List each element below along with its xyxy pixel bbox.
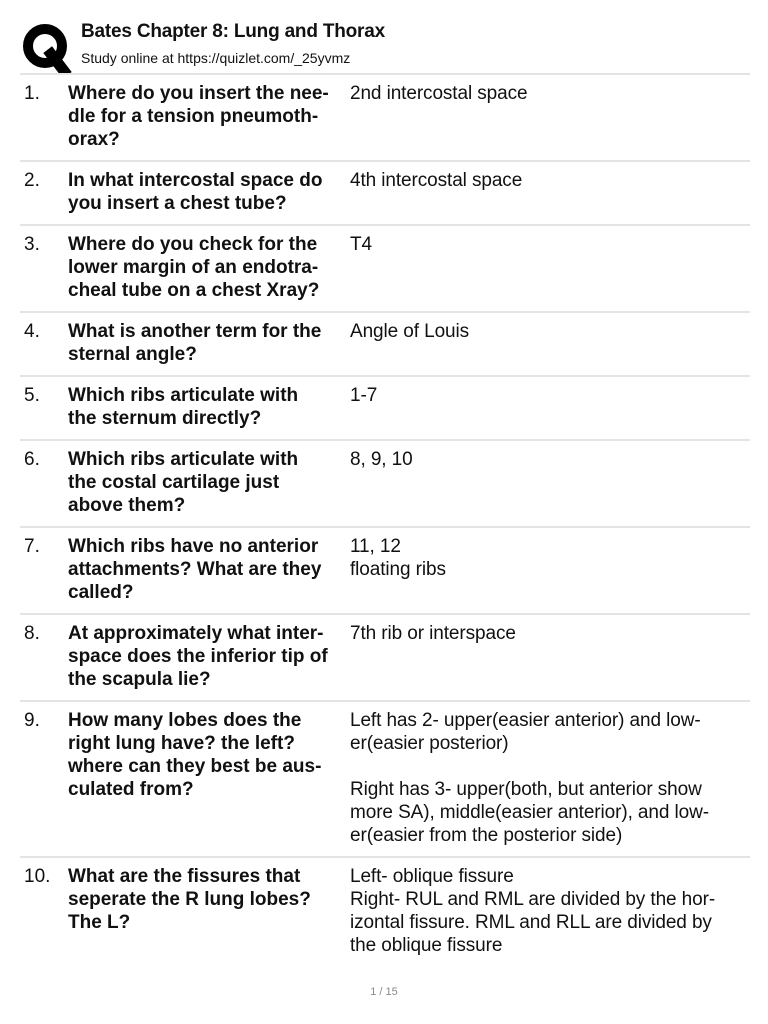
card-term: What is another term for the sternal angle? bbox=[68, 321, 322, 365]
document-title: Bates Chapter 8: Lung and Thorax bbox=[81, 21, 385, 42]
card-number: 9. bbox=[24, 710, 40, 731]
flashcard-row bbox=[20, 615, 750, 702]
card-number: 6. bbox=[24, 449, 40, 470]
card-number: 8. bbox=[24, 623, 40, 644]
page-header bbox=[20, 19, 750, 73]
page-number: 1 / 15 bbox=[370, 986, 398, 998]
card-number: 10. bbox=[24, 866, 51, 887]
card-definition: 1-7 bbox=[350, 385, 378, 406]
card-number: 2. bbox=[24, 170, 40, 191]
card-term: At approximately what inter- space does the inferior tip of the scapula lie? bbox=[68, 623, 328, 690]
card-number: 3. bbox=[24, 234, 40, 255]
flashcard-list bbox=[20, 75, 750, 966]
card-number: 1. bbox=[24, 83, 40, 104]
card-definition: T4 bbox=[350, 234, 372, 255]
card-term: What are the fissures that seperate the R lung lobes? The L? bbox=[68, 866, 311, 933]
card-definition: 7th rib or interspace bbox=[350, 623, 516, 644]
flashcard-row bbox=[20, 313, 750, 377]
study-online-link[interactable]: Study online at https://quizlet.com/_25yvmz bbox=[81, 50, 351, 66]
card-term: In what intercostal space do you insert a chest tube? bbox=[68, 170, 323, 214]
card-term: Which ribs have no anterior attachments? What are they called? bbox=[68, 536, 322, 603]
card-number: 4. bbox=[24, 321, 40, 342]
card-definition: Left- oblique fissure Right- RUL and RML are divided by the hor- izontal fissure. RML and RLL are divided by the oblique fissure bbox=[350, 866, 716, 956]
card-number: 7. bbox=[24, 536, 40, 557]
card-term: Where do you insert the nee- dle for a tension pneumoth- orax? bbox=[68, 83, 329, 150]
card-definition: 4th intercostal space bbox=[350, 170, 523, 191]
card-definition: 11, 12 floating ribs bbox=[350, 536, 446, 580]
flashcard-row bbox=[20, 702, 750, 858]
card-number: 5. bbox=[24, 385, 40, 406]
flashcard-row bbox=[20, 858, 750, 966]
flashcard-row bbox=[20, 162, 750, 226]
card-term: Where do you check for the lower margin of an endotra- cheal tube on a chest Xray? bbox=[68, 234, 320, 301]
quizlet-logo-icon bbox=[20, 21, 74, 75]
flashcard-row bbox=[20, 377, 750, 441]
card-definition: 2nd intercostal space bbox=[350, 83, 528, 104]
card-definition: Angle of Louis bbox=[350, 321, 470, 342]
card-term: Which ribs articulate with the costal cartilage just above them? bbox=[68, 449, 299, 516]
flashcard-row bbox=[20, 75, 750, 162]
card-definition: 8, 9, 10 bbox=[350, 449, 413, 470]
card-term: How many lobes does the right lung have? the left? where can they best be aus- culated from? bbox=[68, 710, 322, 800]
flashcard-row bbox=[20, 441, 750, 528]
flashcard-row bbox=[20, 226, 750, 313]
card-definition: Left has 2- upper(easier anterior) and low- er(easier posterior) Right has 3- upper(both, but anterior show more SA), middle(easier anterior), and low- er(easier from the posterior side) bbox=[350, 710, 709, 846]
card-term: Which ribs articulate with the sternum directly? bbox=[68, 385, 299, 429]
flashcard-row bbox=[20, 528, 750, 615]
